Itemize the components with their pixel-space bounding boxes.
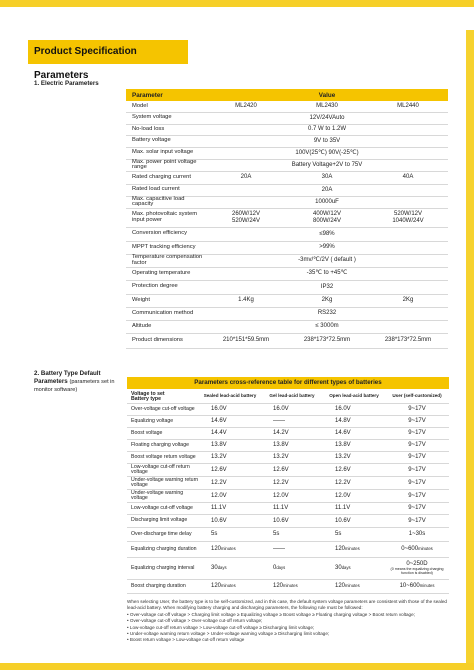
table-row	[127, 451, 449, 463]
note-line: • Under-voltage warning return voltage > Under-voltage warning voltage ≥ Discharging limit voltage;	[127, 631, 330, 637]
battery-column-header: Gel lead-acid battery	[261, 391, 323, 403]
table-row	[126, 208, 448, 227]
value-number: 5s	[335, 531, 342, 537]
value-number: 10.6V	[335, 517, 351, 524]
battery-parameter-value	[261, 427, 323, 439]
value-number: 13.8V	[273, 442, 289, 448]
table-row	[126, 320, 448, 333]
table-row	[127, 403, 449, 415]
battery-column-header: Sealed lead-acid battery	[199, 391, 261, 403]
value-number: 12.0V	[211, 492, 227, 499]
battery-parameter-value	[385, 415, 449, 427]
battery-section-heading: 2. Battery Type Default Parameters	[34, 370, 101, 385]
table-row	[126, 307, 448, 320]
value-number: 14.4V	[211, 430, 227, 436]
battery-parameter-label: Over-voltage cut-off voltage	[127, 403, 199, 415]
parameter-label: Max. photovoltaic system input power	[126, 208, 206, 227]
value-number: ——	[273, 418, 285, 424]
battery-parameter-value	[261, 476, 323, 489]
value-number: 10.6V	[273, 517, 289, 524]
battery-parameter-value	[323, 427, 385, 439]
value-unit: minutes	[345, 583, 360, 588]
battery-parameter-value	[323, 439, 385, 451]
value-number: 9~17V	[408, 406, 426, 412]
table-row	[127, 579, 449, 593]
parameter-label: Weight	[126, 294, 206, 307]
battery-parameter-value	[323, 403, 385, 415]
battery-parameter-label: Equalizing charging duration	[127, 541, 199, 557]
value-number: 14.2V	[273, 430, 289, 436]
table-row	[127, 502, 449, 514]
note-line: • Low-voltage cut-off return voltage > Low-voltage cut-off voltage ≥ Discharging limit voltage;	[127, 624, 315, 630]
battery-parameter-value	[323, 463, 385, 476]
table-row	[126, 254, 448, 267]
value-number: 0	[273, 565, 277, 571]
battery-parameter-label: Boost charging duration	[127, 579, 199, 593]
parameter-value: 12V/24VAuto	[206, 112, 448, 124]
value-number: 14.6V	[211, 418, 227, 424]
parameter-label: Altitude	[126, 320, 206, 333]
value-number: 16.0V	[211, 406, 227, 412]
table-row	[127, 427, 449, 439]
parameter-value: 2Kg	[368, 294, 448, 307]
table-row	[126, 101, 448, 112]
value-number: 30	[335, 565, 342, 571]
parameter-label: Max. power point voltage range	[126, 159, 206, 171]
value-unit: minutes	[419, 583, 435, 588]
value-unit: minutes	[345, 546, 360, 551]
value-number: 9~17V	[408, 517, 426, 524]
battery-parameter-value	[199, 502, 261, 514]
value-number: 9~17V	[408, 479, 426, 486]
table-row	[126, 184, 448, 196]
parameter-label: MPPT tracking efficiency	[126, 241, 206, 254]
battery-parameter-value	[261, 403, 323, 415]
battery-column-header: User (self-customized)	[385, 391, 449, 403]
value-number: 12.0V	[273, 492, 289, 499]
value-number: 13.8V	[211, 442, 227, 448]
value-number: 10.6V	[211, 517, 227, 524]
value-number: 5s	[211, 531, 218, 537]
table-row	[127, 489, 449, 502]
parameter-value: ML2430	[286, 101, 368, 112]
parameter-value: >99%	[206, 241, 448, 254]
battery-parameter-value	[323, 502, 385, 514]
battery-parameter-value	[323, 451, 385, 463]
table-row	[126, 280, 448, 294]
value-note: (0 means the equalizing charging function is disabled)	[390, 567, 444, 575]
value-unit: minutes	[221, 546, 236, 551]
parameter-value: 1.4Kg	[206, 294, 286, 307]
value-number: 14.8V	[335, 418, 351, 424]
battery-table-title: Parameters cross-reference table for different types of batteries	[127, 377, 449, 389]
parameter-value: 238*173*72.5mm	[368, 333, 448, 348]
parameter-value: ≤98%	[206, 227, 448, 241]
value-number: 0~600	[401, 546, 419, 552]
parameter-value: 238*173*72.5mm	[286, 333, 368, 348]
battery-parameter-value	[385, 439, 449, 451]
parameter-value: 9V to 35V	[206, 135, 448, 147]
value-number: 30	[211, 565, 218, 571]
parameter-value: ML2420	[206, 101, 286, 112]
note-line: When selecting User, the battery type is to be self-customized, and in this case, the default system voltage parameters are consistent with those of the sealed lead-acid battery. When modifying battery charging and discharging parameters, the following rule must be followed:	[127, 599, 447, 611]
table-row	[127, 514, 449, 527]
battery-parameter-value	[261, 451, 323, 463]
value-number: 12.2V	[211, 479, 227, 486]
battery-parameter-value	[199, 427, 261, 439]
table-row	[127, 415, 449, 427]
value-number: 120	[211, 583, 222, 589]
value-number: 1~30s	[408, 531, 426, 537]
battery-parameters-table	[127, 391, 449, 594]
bottom-accent-bar	[0, 663, 474, 670]
value-number: 13.2V	[335, 454, 351, 460]
value-number: ——	[273, 546, 285, 552]
battery-parameter-value	[199, 489, 261, 502]
value-number: 12.6V	[335, 466, 351, 473]
battery-parameter-label: Under-voltage warning voltage	[127, 489, 199, 502]
table-row	[126, 196, 448, 208]
parameter-value: 10000uF	[206, 196, 448, 208]
table-row	[126, 227, 448, 241]
battery-parameter-value	[323, 489, 385, 502]
battery-parameter-value	[199, 557, 261, 579]
value-unit: days	[341, 565, 351, 570]
table-row	[126, 333, 448, 348]
battery-parameter-value	[385, 502, 449, 514]
parameter-value: -35℃ to +45℃	[206, 267, 448, 280]
battery-parameter-value	[385, 557, 449, 579]
battery-parameter-value	[261, 557, 323, 579]
value-number: 16.0V	[335, 406, 351, 412]
value-number: 10~600	[399, 583, 420, 589]
parameter-value: ≤ 3000m	[206, 320, 448, 333]
side-accent-bar	[466, 30, 474, 670]
battery-parameter-value	[385, 476, 449, 489]
battery-parameter-value	[199, 403, 261, 415]
parameter-value: IP32	[206, 280, 448, 294]
note-line: • Over-voltage cut-off voltage > Over-voltage cut-off return voltage;	[127, 618, 263, 624]
value-number: 9~17V	[408, 466, 426, 473]
parameter-label: Max. capacitive load capacity	[126, 196, 206, 208]
battery-section-note: (parameters set in monitor software)	[34, 379, 115, 393]
battery-header-row	[127, 391, 449, 403]
value-unit: minutes	[221, 583, 236, 588]
table-row	[127, 439, 449, 451]
parameter-value: 0.7 W to 1.2W	[206, 124, 448, 135]
table-row	[126, 159, 448, 171]
value-number: 12.6V	[211, 466, 227, 473]
parameter-value: 260W/12V 520W/24V	[206, 208, 286, 227]
value-number: 0~250D	[406, 561, 428, 567]
table-row	[127, 463, 449, 476]
value-number: 11.1V	[335, 505, 351, 511]
parameter-value: Battery Voltage+2V to 75V	[206, 159, 448, 171]
battery-parameter-value	[199, 579, 261, 593]
parameter-value: -3mv/℃/2V ( default )	[206, 254, 448, 267]
battery-parameter-label: Over-discharge time delay	[127, 527, 199, 541]
battery-parameter-value	[199, 476, 261, 489]
battery-parameter-value	[199, 527, 261, 541]
battery-parameter-value	[385, 427, 449, 439]
battery-parameter-value	[261, 463, 323, 476]
table-row	[126, 147, 448, 159]
table-row	[126, 124, 448, 135]
parameter-value: ML2440	[368, 101, 448, 112]
table-row	[126, 294, 448, 307]
battery-parameter-value	[261, 415, 323, 427]
battery-parameter-value	[261, 541, 323, 557]
battery-parameter-value	[323, 415, 385, 427]
page-title: Product Specification Parameters	[28, 40, 188, 64]
table-row	[127, 527, 449, 541]
parameter-value: 520W/12V 1040W/24V	[368, 208, 448, 227]
battery-parameter-value	[385, 527, 449, 541]
electric-section-title: 1. Electric Parameters	[34, 80, 99, 87]
parameter-label: Conversion efficiency	[126, 227, 206, 241]
value-unit: minutes	[418, 546, 433, 551]
parameter-label: Protection degree	[126, 280, 206, 294]
parameter-label: Rated charging current	[126, 171, 206, 184]
battery-parameter-value	[199, 415, 261, 427]
value-number: 9~17V	[408, 505, 426, 511]
parameter-label: System voltage	[126, 112, 206, 124]
battery-parameter-value	[261, 502, 323, 514]
table-row	[126, 171, 448, 184]
table-row	[127, 541, 449, 557]
battery-parameter-value	[261, 514, 323, 527]
table-row	[126, 135, 448, 147]
parameter-label: Temperature compensation factor	[126, 254, 206, 267]
value-number: 9~17V	[408, 454, 426, 460]
parameter-label: Product dimensions	[126, 333, 206, 348]
battery-parameter-value	[323, 557, 385, 579]
battery-parameter-value	[261, 489, 323, 502]
note-line: • Boost return voltage > Low-voltage cut-off return voltage	[127, 637, 245, 643]
battery-parameter-value	[385, 541, 449, 557]
parameter-value: 400W/12V 800W/24V	[286, 208, 368, 227]
battery-column-header: Voltage to set Battery type	[127, 391, 199, 403]
value-number: 5s	[273, 531, 280, 537]
value-number: 9~17V	[408, 442, 426, 448]
battery-parameter-label: Low-voltage cut-off return voltage	[127, 463, 199, 476]
battery-parameter-label: Equalizing charging interval	[127, 557, 199, 579]
value-number: 13.2V	[211, 454, 227, 460]
value-number: 12.6V	[273, 466, 289, 473]
battery-parameter-value	[261, 527, 323, 541]
parameter-label: Model	[126, 101, 206, 112]
rule-notes	[127, 599, 449, 644]
value-number: 14.6V	[335, 430, 351, 436]
battery-parameter-value	[323, 541, 385, 557]
parameter-label: No-load loss	[126, 124, 206, 135]
electric-parameters-table	[126, 89, 448, 349]
battery-parameter-value	[385, 451, 449, 463]
parameter-value: 2Kg	[286, 294, 368, 307]
parameter-value: 100V(25℃) 90V(-25℃)	[206, 147, 448, 159]
table-row	[126, 241, 448, 254]
value-number: 16.0V	[273, 406, 289, 412]
parameter-value: 30A	[286, 171, 368, 184]
parameter-value: 20A	[206, 184, 448, 196]
value-number: 120	[273, 583, 284, 589]
battery-parameter-label: Floating charging voltage	[127, 439, 199, 451]
value-unit: days	[217, 565, 227, 570]
battery-parameter-value	[323, 514, 385, 527]
battery-parameter-label: Boost voltage return voltage	[127, 451, 199, 463]
parameter-label: Operating temperature	[126, 267, 206, 280]
battery-parameter-value	[199, 451, 261, 463]
value-number: 11.1V	[211, 505, 227, 511]
battery-section-title	[34, 370, 124, 394]
parameter-label: Battery voltage	[126, 135, 206, 147]
battery-parameter-value	[385, 403, 449, 415]
value-number: 120	[211, 546, 222, 552]
value-number: 9~17V	[408, 492, 426, 499]
battery-parameter-value	[261, 579, 323, 593]
value-number: 11.1V	[273, 505, 289, 511]
value-number: 12.0V	[335, 492, 351, 499]
battery-parameter-value	[261, 439, 323, 451]
value-unit: minutes	[283, 583, 298, 588]
battery-parameter-value	[199, 514, 261, 527]
battery-parameter-label: Under-voltage warning return voltage	[127, 476, 199, 489]
battery-parameter-value	[385, 579, 449, 593]
battery-column-header: Open lead-acid battery	[323, 391, 385, 403]
value-header: Value	[206, 89, 448, 101]
value-number: 9~17V	[408, 430, 426, 436]
battery-parameter-value	[385, 514, 449, 527]
value-number: 12.2V	[335, 479, 351, 486]
parameter-label: Rated load current	[126, 184, 206, 196]
parameter-label: Communication method	[126, 307, 206, 320]
battery-parameter-value	[385, 463, 449, 476]
table-row	[127, 557, 449, 579]
table-row	[126, 267, 448, 280]
battery-parameter-value	[199, 541, 261, 557]
parameter-value: 40A	[368, 171, 448, 184]
battery-parameter-label: Discharging limit voltage	[127, 514, 199, 527]
battery-parameter-value	[323, 476, 385, 489]
parameter-label: Max. solar input voltage	[126, 147, 206, 159]
battery-parameter-value	[323, 579, 385, 593]
note-line: • Over-voltage cut-off voltage > Charging limit voltage ≥ Equalizing voltage ≥ Boost voltage ≥ Floating charging voltage > Boost return voltage;	[127, 611, 415, 617]
parameter-value: RS232	[206, 307, 448, 320]
value-unit: days	[276, 565, 286, 570]
value-number: 13.2V	[273, 454, 289, 460]
top-accent-bar	[0, 0, 474, 7]
value-number: 12.2V	[273, 479, 289, 486]
battery-parameter-value	[199, 439, 261, 451]
table-row	[126, 112, 448, 124]
parameter-value: 210*151*59.5mm	[206, 333, 286, 348]
battery-parameter-value	[199, 463, 261, 476]
battery-parameter-value	[385, 489, 449, 502]
parameter-header: Parameter	[126, 89, 206, 101]
value-number: 13.8V	[335, 442, 351, 448]
battery-parameter-label: Boost voltage	[127, 427, 199, 439]
parameter-value: 20A	[206, 171, 286, 184]
battery-parameter-value	[323, 527, 385, 541]
value-number: 9~17V	[408, 418, 426, 424]
value-number: 120	[335, 546, 346, 552]
value-number: 120	[335, 583, 346, 589]
table-row	[127, 476, 449, 489]
battery-parameter-label: Equalizing voltage	[127, 415, 199, 427]
battery-parameter-label: Low-voltage cut-off voltage	[127, 502, 199, 514]
